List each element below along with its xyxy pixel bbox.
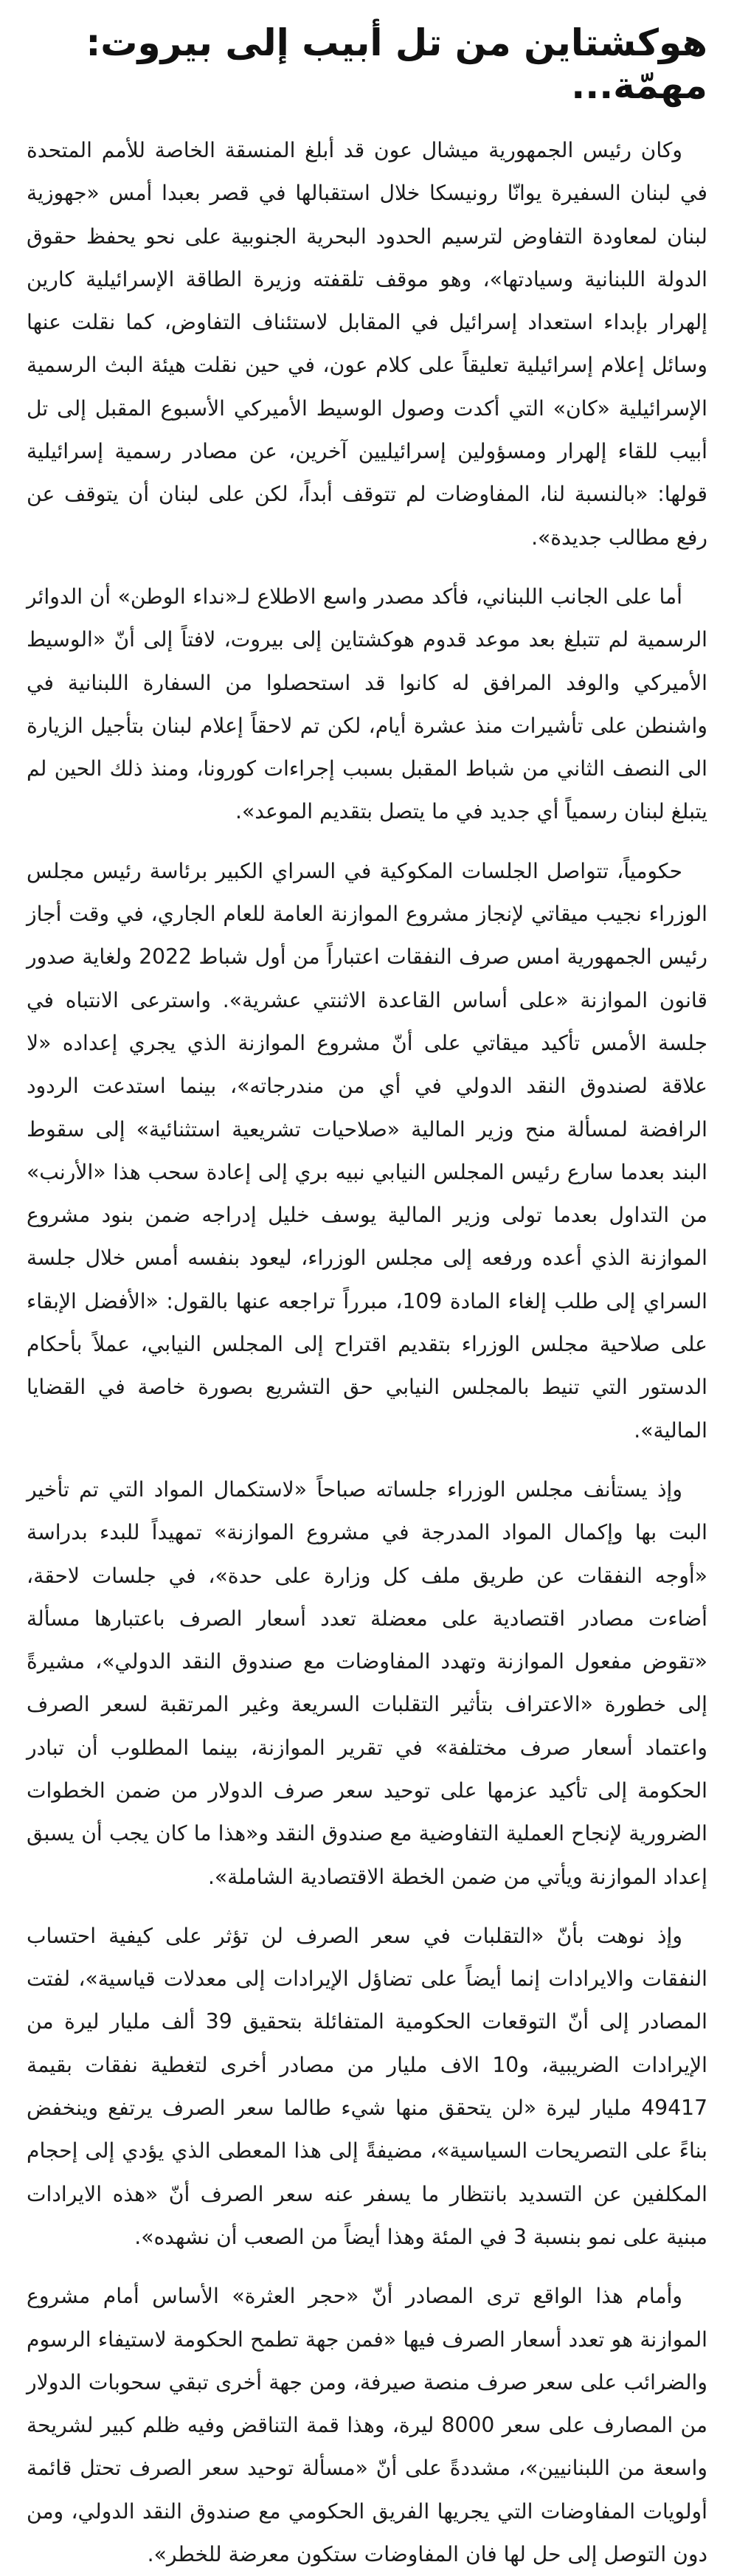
article-body bbox=[27, 129, 707, 2576]
article-paragraph: وأمام هذا الواقع ترى المصادر أنّ «حجر العثرة» الأساس أمام مشروع الموازنة هو تعدد أسعار الصرف فيها «فمن جهة تطمح الحكومة لاستيفاء الرسوم والضرائب على سعر صرف منصة صيرفة، ومن جهة أخرى تبقي سحوبات الدولار من المصارف على سعر 8000 ليرة، وهذا قمة التناقض وفيه ظلم كبير لشريحة واسعة من اللبنانيين»، مشددةً على أنّ «مسألة توحيد سعر الصرف تحتل قائمة أولويات المفاوضات التي يجريها الفريق الحكومي مع صندوق النقد الدولي، ومن دون التوصل إلى حل لها فان المفاوضات ستكون معرضة للخطر». bbox=[27, 2284, 708, 2567]
article-paragraph: وكان رئيس الجمهورية ميشال عون قد أبلغ المنسقة الخاصة للأمم المتحدة في لبنان السفيرة يوانّا رونيسكا خلال استقبالها في قصر بعبدا أمس «جهوزية لبنان لمعاودة التفاوض لترسيم الحدود البحرية الجنوبية على نحو يحفظ حقوق الدولة اللبنانية وسيادتها»، وهو موقف تلقفته وزيرة الطاقة الإسرائيلية كارين إلهرار بإبداء استعداد إسرائيل في المقابل لاستئناف التفاوض، كما نقلت عنها وسائل إعلام إسرائيلية تعليقاً على كلام عون، في حين نقلت هيئة البث الرسمية الإسرائيلية «كان» التي أكدت وصول الوسيط الأميركي الأسبوع المقبل إلى تل أبيب للقاء إلهرار ومسؤولين إسرائيليين آخرين، عن مصادر رسمية إسرائيلية قولها: «بالنسبة لنا، المفاوضات لم تتوقف أبداً، لكن على لبنان أن يتوقف عن رفع مطالب جديدة». bbox=[27, 138, 707, 550]
article-headline: هوكشتاين من تل أبيب إلى بيروت: مهمّة... bbox=[86, 21, 707, 107]
article-paragraph: أما على الجانب اللبناني، فأكد مصدر واسع الاطلاع لـ«نداء الوطن» أن الدوائر الرسمية لم تتبلغ بعد موعد قدوم هوكشتاين إلى بيروت، لافتاً إلى أنّ «الوسيط الأميركي والوفد المرافق له كانوا قد استحصلوا من السفارة اللبنانية في واشنطن على تأشيرات منذ عشرة أيام، لكن تم لاحقاً إعلام لبنان بتأجيل الزيارة الى النصف الثاني من شباط المقبل بسبب إجراءات كورونا، ومنذ ذلك الحين لم يتبلغ لبنان رسمياً أي جديد في ما يتصل بتقديم الموعد». bbox=[27, 584, 707, 824]
article-paragraph: وإذ نوهت بأنّ «التقلبات في سعر الصرف لن تؤثر على كيفية احتساب النفقات والايرادات إنما أيضاً على تضاؤل الإيرادات إلى معدلات قياسية»، لفتت المصادر إلى أنّ التوقعات الحكومية المتفائلة بتحقيق 39 ألف مليار ليرة من الإيرادات الضريبية، و10 الاف مليار من مصادر أخرى لتغطية نفقات بقيمة 49417 مليار ليرة «لن يتحقق منها شيء طالما سعر الصرف يرتفع وينخفض بناءً على التصريحات السياسية»، مضيفةً إلى هذا المعطى الذي يؤدي إلى إحجام المكلفين عن التسديد بانتظار ما يسفر عنه سعر الصرف أنّ «هذه الايرادات مبنية على نمو بنسبة 3 في المئة وهذا أيضاً من الصعب أن نشهده». bbox=[27, 1923, 707, 2249]
article-paragraph: وإذ يستأنف مجلس الوزراء جلساته صباحاً «لاستكمال المواد التي تم تأخير البت بها وإكمال المواد المدرجة في مشروع الموازنة» تمهيداً للبدء بدراسة «أوجه النفقات عن طريق ملف كل وزارة على حدة»، في جلسات لاحقة، أضاءت مصادر اقتصادية على معضلة تعدد أسعار الصرف باعتبارها مسألة «تقوض مفعول الموازنة وتهدد المفاوضات مع صندوق النقد الدولي»، مشيرةً إلى خطورة «الاعتراف بتأثير التقلبات السريعة وغير المرتقبة لسعر الصرف واعتماد أسعار صرف مختلفة» في تقرير الموازنة، بينما المطلوب أن تبادر الحكومة إلى تأكيد عزمها على توحيد سعر صرف الدولار من ضمن الخطوات الضرورية لإنجاح العملية التفاوضية مع صندوق النقد و«هذا ما كان يجب أن يسبق إعداد الموازنة ويأتي من ضمن الخطة الاقتصادية الشاملة». bbox=[27, 1477, 707, 1889]
article-paragraph: حكومياً، تتواصل الجلسات المكوكية في السراي الكبير برئاسة رئيس مجلس الوزراء نجيب ميقاتي لإنجاز مشروع الموازنة العامة للعام الجاري، في وقت أجاز رئيس الجمهورية امس صرف النفقات اعتباراً من أول شباط 2022 ولغاية صدور قانون الموازنة «على أساس القاعدة الاثنتي عشرية». واسترعى الانتباه في جلسة الأمس تأكيد ميقاتي على أنّ مشروع الموازنة الذي يجري إعداده «لا علاقة لصندوق النقد الدولي في أي من مندرجاته»، بينما استدعت الردود الرافضة لمسألة منح وزير المالية «صلاحيات تشريعية استثنائية» إلى سقوط البند بعدما سارع رئيس المجلس النيابي نبيه بري إلى إعادة سحب هذا «الأرنب» من التداول بعدما تولى وزير المالية يوسف خليل إدراجه ضمن بنود مشروع الموازنة الذي أعده ورفعه إلى مجلس الوزراء، ليعود بنفسه أمس خلال جلسة السراي إلى طلب إلغاء المادة 109، مبرراً تراجعه عنها بالقول: «الأفضل الإبقاء على صلاحية مجلس الوزراء بتقديم اقتراح إلى المجلس النيابي، عملاً بأحكام الدستور التي تنيط بالمجلس النيابي حق التشريع بصورة خاصة في القضايا المالية». bbox=[27, 858, 707, 1443]
